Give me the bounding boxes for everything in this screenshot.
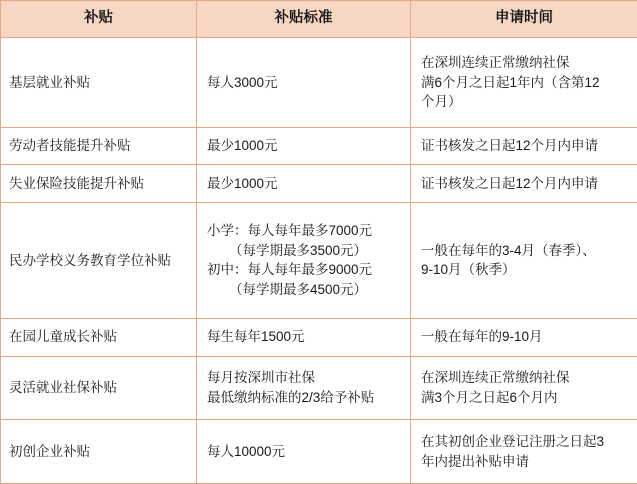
- table-row: [1, 420, 637, 484]
- apply-time-line: 一般在每年的9-10月: [421, 329, 543, 345]
- table-row: [1, 356, 637, 420]
- subsidy-standard-cell: [197, 318, 411, 356]
- subsidy-standard-cell: [197, 203, 411, 319]
- standard-line: 每人3000元: [207, 74, 278, 90]
- table-row: [1, 165, 637, 203]
- apply-time-line: 满6个月之日起1年内（含第12: [421, 74, 600, 90]
- standard-line: 初中：每人每年最多9000元: [207, 262, 373, 278]
- apply-time-cell: [411, 127, 637, 165]
- standard-line: 最低缴纳标准的2/3给予补贴: [207, 389, 375, 405]
- apply-time-line: 9-10月（秋季）: [421, 262, 516, 278]
- table-row: [1, 38, 637, 128]
- subsidy-standard-cell: [197, 356, 411, 420]
- apply-time-line: 在深圳连续正常缴纳社保: [421, 54, 570, 70]
- apply-time-line: 一般在每年的3-4月（春季）、: [421, 242, 596, 258]
- subsidy-standard-cell: [197, 420, 411, 484]
- standard-line: 每人10000元: [207, 443, 286, 459]
- apply-time-cell: [411, 318, 637, 356]
- apply-time-line: 个月）: [421, 94, 462, 110]
- table-row: [1, 203, 637, 319]
- apply-time-cell: [411, 38, 637, 128]
- subsidy-standard-cell: [197, 165, 411, 203]
- subsidy-name-cell: 基层就业补贴: [1, 38, 197, 128]
- apply-time-cell: [411, 420, 637, 484]
- column-header-subsidy: 补贴: [1, 1, 197, 38]
- subsidy-name-cell: 民办学校义务教育学位补贴: [1, 203, 197, 319]
- table-body: [1, 38, 637, 484]
- apply-time-line: 满3个月之日起6个月内: [421, 389, 558, 405]
- apply-time-cell: [411, 203, 637, 319]
- apply-time-line: 证书核发之日起12个月内申请: [421, 176, 599, 192]
- standard-line: （每学期最多3500元）: [229, 242, 368, 258]
- standard-line: 小学：每人每年最多7000元: [207, 223, 373, 239]
- subsidy-name-cell: 灵活就业社保补贴: [1, 356, 197, 420]
- table-row: [1, 318, 637, 356]
- standard-line: （每学期最多4500元）: [229, 282, 368, 298]
- subsidy-name-cell: 失业保险技能提升补贴: [1, 165, 197, 203]
- subsidy-name-cell: 在园儿童成长补贴: [1, 318, 197, 356]
- apply-time-cell: [411, 356, 637, 420]
- standard-line: 每生每年1500元: [207, 329, 305, 345]
- column-header-apply-time: 申请时间: [411, 1, 637, 38]
- apply-time-line: 在深圳连续正常缴纳社保: [421, 370, 570, 386]
- subsidy-name-cell: 初创企业补贴: [1, 420, 197, 484]
- subsidy-standard-cell: [197, 38, 411, 128]
- standard-line: 每月按深圳市社保: [207, 370, 315, 386]
- table-row: [1, 127, 637, 165]
- apply-time-line: 年内提出补贴申请: [421, 453, 529, 469]
- column-header-standard: 补贴标准: [197, 1, 411, 38]
- table-header: [1, 1, 637, 38]
- apply-time-line: 在其初创企业登记注册之日起3: [421, 434, 605, 450]
- subsidy-standard-cell: [197, 127, 411, 165]
- apply-time-cell: [411, 165, 637, 203]
- subsidy-name-cell: 劳动者技能提升补贴: [1, 127, 197, 165]
- table-header-row: [1, 1, 637, 38]
- standard-line: 最少1000元: [207, 138, 278, 154]
- standard-line: 最少1000元: [207, 176, 278, 192]
- apply-time-line: 证书核发之日起12个月内申请: [421, 138, 599, 154]
